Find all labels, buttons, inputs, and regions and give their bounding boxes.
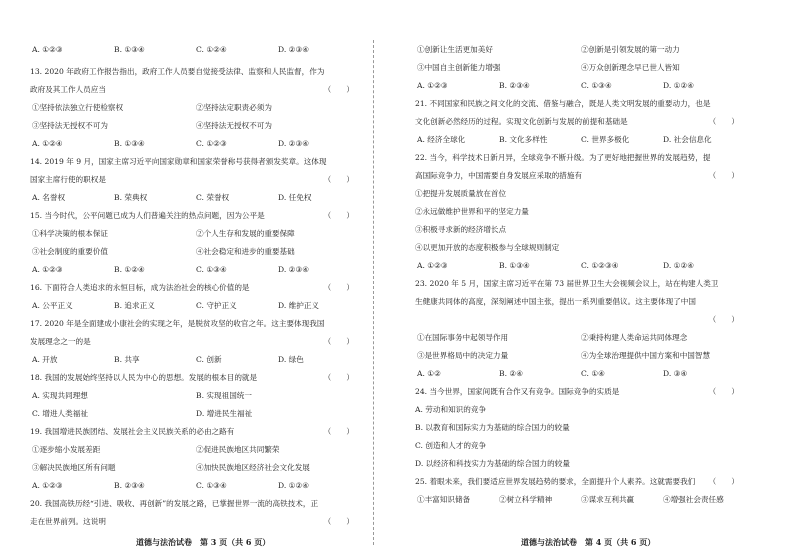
option: C. 荣誉权 bbox=[196, 193, 230, 202]
option: A. ①②③ bbox=[32, 45, 63, 54]
statement: ④以更加开放的态度积极参与全球规则制定 bbox=[415, 243, 560, 252]
statement: ②坚持法定职责必须为 bbox=[196, 103, 272, 112]
question-stem: 文化创新必然经历的过程。实现文化创新与发展的前提和基础是 bbox=[415, 117, 628, 126]
question-stem: 21. 不同国家和民族之间文化的交流、借鉴与融合，既是人类文明发展的重要动力，也是 bbox=[415, 99, 711, 108]
statement: ①科学决策的根本保证 bbox=[32, 229, 108, 238]
option: C. ①②④ bbox=[196, 45, 227, 54]
question-stem: 政府及其工作人员应当 bbox=[30, 85, 106, 94]
statement: ④坚持法无授权不可为 bbox=[196, 121, 272, 130]
option: D. 社会信息化 bbox=[663, 135, 712, 144]
statement: ③中国自主创新能力增强 bbox=[417, 63, 501, 72]
question-stem: 国家主席行使的职权是 bbox=[30, 175, 106, 184]
question-stem: 20. 我国高铁历经“引进、吸收、再创新”的发展之路，已掌握世界一流的高铁技术，正 bbox=[30, 499, 319, 508]
question-stem: 17. 2020 年是全面建成小康社会的实现之年，是脱贫攻坚的收官之年。这主要体现我国 bbox=[30, 319, 325, 328]
question-stem: 19. 我国增进民族团结、发展社会主义民族关系的必由之路有 bbox=[30, 427, 235, 436]
option: B. 实现祖国统一 bbox=[196, 391, 252, 400]
option: A. ①②③ bbox=[417, 81, 448, 90]
question-stem: 15. 当今时代，公平问题已成为人们普遍关注的热点问题，因为公平是 bbox=[30, 211, 265, 220]
statement: ③谋求互利共赢 bbox=[581, 495, 635, 504]
option: A. 公平正义 bbox=[32, 301, 73, 310]
option: B. 文化多样性 bbox=[499, 135, 548, 144]
statement: ②永远做维护世界和平的坚定力量 bbox=[415, 207, 529, 216]
statement: ②个人生存和发展的重要保障 bbox=[196, 229, 295, 238]
statement: ④加快民族地区经济社会文化发展 bbox=[196, 463, 310, 472]
option: D. 维护正义 bbox=[278, 301, 320, 310]
option: A. 劳动和知识的竞争 bbox=[415, 405, 487, 414]
option: A. 实现共同理想 bbox=[32, 391, 88, 400]
statement: ①丰富知识储备 bbox=[417, 495, 471, 504]
option: A. 开放 bbox=[32, 355, 58, 364]
option: B. ②④ bbox=[499, 369, 524, 378]
statement: ②秉持构建人类命运共同体理念 bbox=[581, 333, 688, 342]
option: B. ①③④ bbox=[499, 261, 530, 270]
option: C. 创新 bbox=[196, 355, 222, 364]
option: A. ①② bbox=[417, 369, 441, 378]
question-stem: 13. 2020 年政府工作报告指出，政府工作人员要自觉接受法律、监察和人民监督，作为 bbox=[30, 67, 325, 76]
option: D. 任免权 bbox=[278, 193, 312, 202]
option: C. 增进人类福祉 bbox=[32, 409, 88, 418]
statement: ①在国际事务中起领导作用 bbox=[417, 333, 509, 342]
option: D. ①②④ bbox=[278, 481, 310, 490]
option: B. ①②④ bbox=[114, 265, 145, 274]
question-stem: 22. 当今，科学技术日新月异，全球竞争不断升级。为了更好地把握世界的发展趋势，提 bbox=[415, 153, 711, 162]
option: A. ①②③ bbox=[32, 265, 63, 274]
option: C. 创造和人才的竞争 bbox=[415, 441, 487, 450]
option: C. ①②③④ bbox=[581, 261, 619, 270]
question-stem: 生健康共同体的高度，深刻阐述中国主张，提出一系列重要倡议。这主要体现了中国 bbox=[415, 297, 696, 306]
statement: ①坚持依法独立行使检察权 bbox=[32, 103, 124, 112]
question-stem: 16. 下面符合人类追求的永恒目标，成为法治社会的核心价值的是 bbox=[30, 283, 250, 292]
option: C. ①③④ bbox=[196, 265, 227, 274]
option: B. 荣典权 bbox=[114, 193, 148, 202]
option: A. 经济全球化 bbox=[417, 135, 466, 144]
statement: ③积极寻求新的经济增长点 bbox=[415, 225, 507, 234]
question-stem: 走在世界前列。这说明 bbox=[30, 517, 106, 526]
answer-paren: （ ） bbox=[708, 315, 739, 324]
option: D. ①②④ bbox=[663, 261, 695, 270]
question-stem: 发展理念之一的是 bbox=[30, 337, 91, 346]
option: C. 守护正义 bbox=[196, 301, 237, 310]
option: D. 绿色 bbox=[278, 355, 304, 364]
answer-paren: （ ） bbox=[708, 171, 739, 180]
statement: ④万众创新理念早已世人皆知 bbox=[581, 63, 680, 72]
statement: ①把提升发展质量放在首位 bbox=[415, 189, 507, 198]
statement: ③是世界格局中的决定力量 bbox=[417, 351, 509, 360]
statement: ④社会稳定和进步的重要基础 bbox=[196, 247, 295, 256]
statement: ③解决民族地区所有问题 bbox=[32, 463, 116, 472]
statement: ②创新是引领发展的第一动力 bbox=[581, 45, 680, 54]
answer-paren: （ ） bbox=[708, 387, 739, 396]
statement: ④增强社会责任感 bbox=[663, 495, 724, 504]
option: A. ①②③ bbox=[417, 261, 448, 270]
answer-paren: （ ） bbox=[323, 373, 354, 382]
option: A. ①②④ bbox=[32, 139, 63, 148]
option: A. 名誉权 bbox=[32, 193, 66, 202]
answer-paren: （ ） bbox=[323, 427, 354, 436]
page-footer: 道德与法治试卷 第 3 页（共 6 页） bbox=[136, 537, 271, 547]
answer-paren: （ ） bbox=[323, 175, 354, 184]
option: A. ①②③ bbox=[32, 481, 63, 490]
option: D. 以经济和科技实力为基础的综合国力的较量 bbox=[415, 459, 570, 468]
page-divider bbox=[373, 40, 374, 545]
answer-paren: （ ） bbox=[708, 117, 739, 126]
statement: ②树立科学精神 bbox=[499, 495, 553, 504]
option: B. ②③④ bbox=[114, 481, 145, 490]
question-stem: 24. 当今世界，国家间既有合作又有竞争。国际竞争的实质是 bbox=[415, 387, 620, 396]
option: B. 以教育和国际实力为基础的综合国力的较量 bbox=[415, 423, 570, 432]
statement: ③社会制度的重要价值 bbox=[32, 247, 108, 256]
question-stem: 23. 2020 年 5 月，国家主席习近平在第 73 届世界卫生大会视频会议上，站在构建人类卫 bbox=[415, 279, 719, 288]
option: B. 共享 bbox=[114, 355, 140, 364]
statement: ①创新让生活更加美好 bbox=[417, 45, 493, 54]
question-stem: 高国际竞争力，中国需要自身发展应采取的措施有 bbox=[415, 171, 583, 180]
question-stem: 14. 2019 年 9 月，国家主席习近平向国家勋章和国家荣誉称号获得者颁发奖章。这体现 bbox=[30, 157, 327, 166]
option: B. ①③④ bbox=[114, 139, 145, 148]
statement: ③坚持法无授权不可为 bbox=[32, 121, 108, 130]
answer-paren: （ ） bbox=[323, 337, 354, 346]
page-footer: 道德与法治试卷 第 4 页（共 6 页） bbox=[521, 537, 656, 547]
option: C. ①③④ bbox=[581, 81, 612, 90]
answer-paren: （ ） bbox=[708, 477, 739, 486]
question-stem: 18. 我国的发展始终坚持以人民为中心的思想。发展的根本目的就是 bbox=[30, 373, 258, 382]
option: C. ①④ bbox=[581, 369, 605, 378]
statement: ②促进民族地区共同繁荣 bbox=[196, 445, 280, 454]
option: D. ①②④ bbox=[663, 81, 695, 90]
statement: ①逐步缩小发展差距 bbox=[32, 445, 101, 454]
option: D. ③④ bbox=[663, 369, 688, 378]
question-stem: 25. 着眼未来，我们要适应世界发展趋势的要求，全面提升个人素养。这就需要我们 bbox=[415, 477, 696, 486]
option: C. ①③④ bbox=[196, 481, 227, 490]
answer-paren: （ ） bbox=[323, 517, 354, 526]
option: D. 增进民生福祉 bbox=[196, 409, 253, 418]
answer-paren: （ ） bbox=[323, 85, 354, 94]
statement: ④为全球治理提供中国方案和中国智慧 bbox=[581, 351, 711, 360]
option: C. ①②③ bbox=[196, 139, 227, 148]
option: C. 世界多极化 bbox=[581, 135, 630, 144]
answer-paren: （ ） bbox=[323, 211, 354, 220]
option: B. ①③④ bbox=[114, 45, 145, 54]
option: D. ②③④ bbox=[278, 45, 310, 54]
option: D. ②③④ bbox=[278, 139, 310, 148]
option: B. ②③④ bbox=[499, 81, 530, 90]
option: B. 追求正义 bbox=[114, 301, 155, 310]
answer-paren: （ ） bbox=[323, 283, 354, 292]
option: D. ②③④ bbox=[278, 265, 310, 274]
